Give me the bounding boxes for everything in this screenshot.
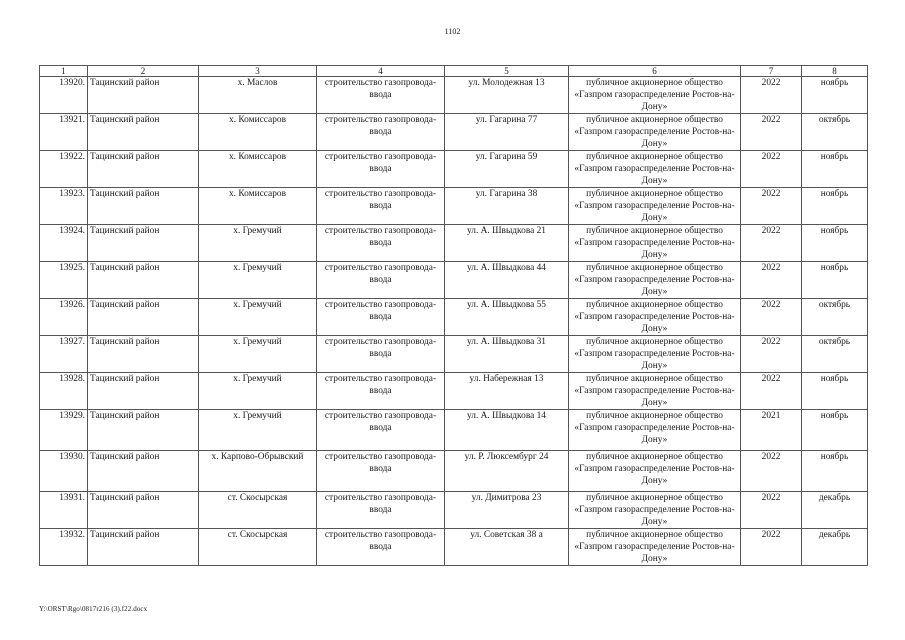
column-header: 8 [802, 66, 868, 77]
settlement-cell: х. Гремучий [199, 373, 317, 410]
month-cell: ноябрь [802, 262, 868, 299]
row-number: 13926. [40, 299, 88, 336]
district-cell: Тацинский район [88, 410, 199, 451]
work-type-cell: строительство газопровода-ввода [317, 151, 445, 188]
work-type-cell: строительство газопровода-ввода [317, 77, 445, 114]
table-row [40, 188, 868, 225]
column-header: 7 [741, 66, 802, 77]
settlement-cell: х. Гремучий [199, 336, 317, 373]
year-cell: 2022 [741, 151, 802, 188]
settlement-cell: х. Гремучий [199, 299, 317, 336]
address-cell: ул. Гагарина 77 [445, 114, 569, 151]
row-number: 13930. [40, 451, 88, 492]
page-number: 1102 [444, 27, 461, 36]
column-header: 6 [569, 66, 741, 77]
row-number: 13921. [40, 114, 88, 151]
work-type-cell: строительство газопровода-ввода [317, 410, 445, 451]
district-cell: Тацинский район [88, 225, 199, 262]
work-type-cell: строительство газопровода-ввода [317, 114, 445, 151]
row-number: 13929. [40, 410, 88, 451]
table-row [40, 114, 868, 151]
settlement-cell: х. Комиссаров [199, 151, 317, 188]
column-header: 5 [445, 66, 569, 77]
organization-cell: публичное акционерное общество «Газпром газораспределение Ростов-на-Дону» [569, 410, 741, 451]
row-number: 13928. [40, 373, 88, 410]
settlement-cell: х. Гремучий [199, 262, 317, 299]
row-number: 13923. [40, 188, 88, 225]
table-row [40, 451, 868, 492]
row-number: 13925. [40, 262, 88, 299]
header-row [40, 66, 868, 77]
settlement-cell: х. Комиссаров [199, 188, 317, 225]
month-cell: ноябрь [802, 225, 868, 262]
year-cell: 2021 [741, 410, 802, 451]
month-cell: октябрь [802, 299, 868, 336]
settlement-cell: х. Карпово-Обрывский [199, 451, 317, 492]
table-row [40, 299, 868, 336]
address-cell: ул. А. Швыдкова 31 [445, 336, 569, 373]
organization-cell: публичное акционерное общество «Газпром газораспределение Ростов-на-Дону» [569, 451, 741, 492]
year-cell: 2022 [741, 373, 802, 410]
month-cell: ноябрь [802, 373, 868, 410]
table-row [40, 373, 868, 410]
address-cell: ул. Димитрова 23 [445, 492, 569, 529]
table-row [40, 225, 868, 262]
row-number: 13920. [40, 77, 88, 114]
settlement-cell: х. Комиссаров [199, 114, 317, 151]
district-cell: Тацинский район [88, 529, 199, 566]
district-cell: Тацинский район [88, 451, 199, 492]
work-type-cell: строительство газопровода-ввода [317, 188, 445, 225]
district-cell: Тацинский район [88, 336, 199, 373]
district-cell: Тацинский район [88, 492, 199, 529]
address-cell: ул. Гагарина 38 [445, 188, 569, 225]
settlement-cell: х. Маслов [199, 77, 317, 114]
table-row [40, 336, 868, 373]
column-header: 1 [40, 66, 88, 77]
work-type-cell: строительство газопровода-ввода [317, 451, 445, 492]
row-number: 13922. [40, 151, 88, 188]
year-cell: 2022 [741, 299, 802, 336]
column-header: 3 [199, 66, 317, 77]
year-cell: 2022 [741, 451, 802, 492]
work-type-cell: строительство газопровода-ввода [317, 373, 445, 410]
work-type-cell: строительство газопровода-ввода [317, 299, 445, 336]
address-cell: ул. Гагарина 59 [445, 151, 569, 188]
month-cell: октябрь [802, 336, 868, 373]
row-number: 13924. [40, 225, 88, 262]
district-cell: Тацинский район [88, 373, 199, 410]
organization-cell: публичное акционерное общество «Газпром газораспределение Ростов-на-Дону» [569, 299, 741, 336]
file-path-footer: Y:\ORST\Rgo\0817r216 (3).f22.docx [39, 605, 148, 613]
district-cell: Тацинский район [88, 188, 199, 225]
table-row [40, 151, 868, 188]
district-cell: Тацинский район [88, 77, 199, 114]
organization-cell: публичное акционерное общество «Газпром газораспределение Ростов-на-Дону» [569, 225, 741, 262]
year-cell: 2022 [741, 262, 802, 299]
address-cell: ул. Советская 38 а [445, 529, 569, 566]
district-cell: Тацинский район [88, 114, 199, 151]
organization-cell: публичное акционерное общество «Газпром газораспределение Ростов-на-Дону» [569, 188, 741, 225]
organization-cell: публичное акционерное общество «Газпром газораспределение Ростов-на-Дону» [569, 151, 741, 188]
table-row [40, 492, 868, 529]
address-cell: ул. А. Швыдкова 55 [445, 299, 569, 336]
year-cell: 2022 [741, 492, 802, 529]
work-type-cell: строительство газопровода-ввода [317, 225, 445, 262]
organization-cell: публичное акционерное общество «Газпром газораспределение Ростов-на-Дону» [569, 529, 741, 566]
work-type-cell: строительство газопровода-ввода [317, 336, 445, 373]
table-row [40, 410, 868, 451]
month-cell: декабрь [802, 529, 868, 566]
table-row [40, 77, 868, 114]
register-table [39, 65, 868, 566]
district-cell: Тацинский район [88, 262, 199, 299]
month-cell: ноябрь [802, 77, 868, 114]
year-cell: 2022 [741, 114, 802, 151]
month-cell: ноябрь [802, 410, 868, 451]
month-cell: ноябрь [802, 451, 868, 492]
settlement-cell: х. Гремучий [199, 225, 317, 262]
organization-cell: публичное акционерное общество «Газпром газораспределение Ростов-на-Дону» [569, 336, 741, 373]
column-header: 2 [88, 66, 199, 77]
address-cell: ул. А. Швыдкова 44 [445, 262, 569, 299]
district-cell: Тацинский район [88, 151, 199, 188]
address-cell: ул. А. Швыдкова 14 [445, 410, 569, 451]
address-cell: ул. Набережная 13 [445, 373, 569, 410]
address-cell: ул. А. Швыдкова 21 [445, 225, 569, 262]
month-cell: ноябрь [802, 151, 868, 188]
work-type-cell: строительство газопровода-ввода [317, 262, 445, 299]
month-cell: октябрь [802, 114, 868, 151]
organization-cell: публичное акционерное общество «Газпром газораспределение Ростов-на-Дону» [569, 492, 741, 529]
organization-cell: публичное акционерное общество «Газпром газораспределение Ростов-на-Дону» [569, 373, 741, 410]
year-cell: 2022 [741, 529, 802, 566]
year-cell: 2022 [741, 77, 802, 114]
work-type-cell: строительство газопровода-ввода [317, 492, 445, 529]
work-type-cell: строительство газопровода-ввода [317, 529, 445, 566]
table-body [40, 77, 868, 566]
organization-cell: публичное акционерное общество «Газпром газораспределение Ростов-на-Дону» [569, 114, 741, 151]
row-number: 13932. [40, 529, 88, 566]
month-cell: декабрь [802, 492, 868, 529]
address-cell: ул. Р. Люксембург 24 [445, 451, 569, 492]
month-cell: ноябрь [802, 188, 868, 225]
settlement-cell: ст. Скосырская [199, 529, 317, 566]
address-cell: ул. Молодежная 13 [445, 77, 569, 114]
row-number: 13931. [40, 492, 88, 529]
year-cell: 2022 [741, 225, 802, 262]
column-header: 4 [317, 66, 445, 77]
year-cell: 2022 [741, 336, 802, 373]
organization-cell: публичное акционерное общество «Газпром газораспределение Ростов-на-Дону» [569, 262, 741, 299]
table-row [40, 529, 868, 566]
district-cell: Тацинский район [88, 299, 199, 336]
organization-cell: публичное акционерное общество «Газпром газораспределение Ростов-на-Дону» [569, 77, 741, 114]
year-cell: 2022 [741, 188, 802, 225]
table-row [40, 262, 868, 299]
settlement-cell: ст. Скосырская [199, 492, 317, 529]
settlement-cell: х. Гремучий [199, 410, 317, 451]
row-number: 13927. [40, 336, 88, 373]
